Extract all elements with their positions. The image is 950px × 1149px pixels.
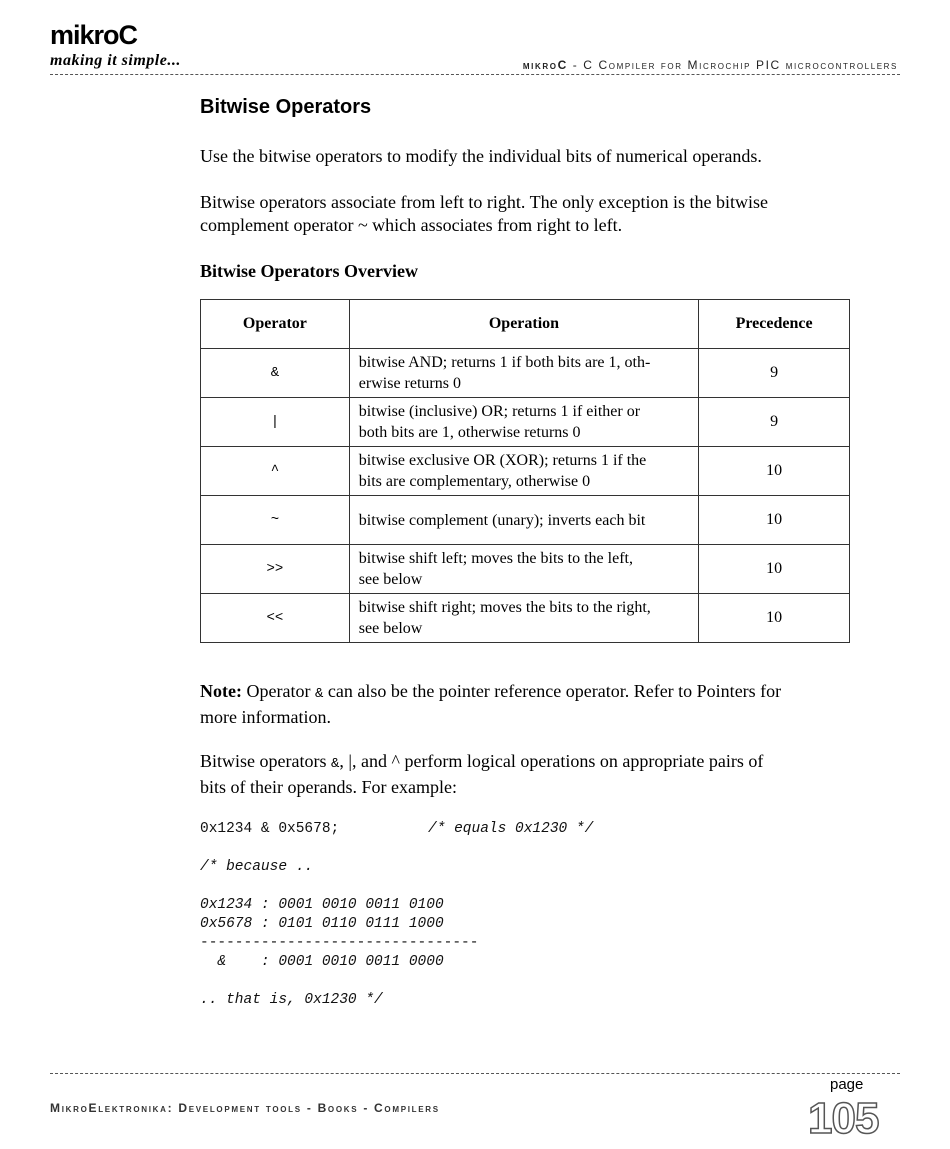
operation-line: bitwise shift right; moves the bits to the right,	[358, 599, 651, 616]
precedence-cell: 10	[699, 545, 850, 594]
note-operator: &	[314, 686, 324, 702]
table-header-row	[201, 300, 850, 349]
operation-line: see below	[358, 620, 423, 637]
brand-tagline: making it simple...	[50, 52, 181, 69]
table-row	[201, 594, 850, 643]
footer-divider	[50, 1073, 900, 1074]
associativity-line-2: complement operator ~ which associates from right to left.	[200, 215, 623, 235]
note-line-2: more information.	[200, 707, 331, 727]
table-row	[201, 349, 850, 398]
operation-line: both bits are 1, otherwise returns 0	[358, 424, 581, 441]
operation-line: bitwise complement (unary); inverts each bit	[358, 511, 646, 529]
footer-text: MikroElektronika: Development tools - Books - Compilers	[50, 1101, 440, 1115]
logic-line-1	[200, 750, 850, 776]
brand-logo: mikroC	[50, 20, 138, 50]
logic-pre: Bitwise operators	[200, 751, 331, 771]
operators-table	[200, 299, 850, 643]
operation-line: bitwise AND; returns 1 if both bits are 1, oth-	[358, 354, 651, 371]
precedence-cell: 9	[699, 398, 850, 447]
table-row	[201, 398, 850, 447]
operator-cell: |	[201, 398, 350, 447]
operation-line: erwise returns 0	[358, 375, 461, 392]
header-title-brand: mikroC	[522, 58, 568, 72]
logic-paragraph	[200, 750, 850, 799]
page-label: page	[830, 1076, 864, 1093]
note-pre: Operator	[241, 681, 315, 701]
operator-cell: <<	[201, 594, 350, 643]
header-precedence: Precedence	[699, 300, 850, 349]
operation-cell	[349, 594, 698, 643]
table-row	[201, 545, 850, 594]
code-line-5: --------------------------------	[200, 935, 479, 951]
header-operation: Operation	[349, 300, 698, 349]
code-line-3: 0x1234 : 0001 0010 0011 0100	[200, 897, 444, 913]
operation-cell	[349, 447, 698, 496]
table-row	[201, 496, 850, 545]
precedence-cell: 10	[699, 594, 850, 643]
table-caption: Bitwise Operators Overview	[200, 261, 418, 281]
page-number: 105	[808, 1094, 879, 1143]
logic-sep-1: ,	[339, 751, 349, 771]
operator-cell: >>	[201, 545, 350, 594]
note-line-1	[200, 680, 850, 706]
operation-line: see below	[358, 571, 423, 588]
precedence-cell: 10	[699, 496, 850, 545]
operator-cell: ^	[201, 447, 350, 496]
code-line-1-comment: /* equals 0x1230 */	[428, 821, 594, 837]
code-line-4: 0x5678 : 0101 0110 0111 1000	[200, 916, 444, 932]
note-paragraph	[200, 680, 850, 729]
operation-line: bitwise shift left; moves the bits to the left,	[358, 550, 633, 567]
header-title	[523, 58, 898, 72]
section-title: Bitwise Operators	[200, 96, 372, 118]
logic-op-and: &	[330, 756, 340, 772]
operation-cell	[349, 398, 698, 447]
operation-line: bitwise exclusive OR (XOR); returns 1 if the	[358, 452, 647, 469]
code-line-6: & : 0001 0010 0011 0000	[200, 954, 444, 970]
operation-cell	[349, 349, 698, 398]
logic-sep-2: , and	[352, 751, 392, 771]
logic-line-2: bits of their operands. For example:	[200, 777, 457, 797]
operation-cell	[349, 496, 698, 545]
code-line-1-code: 0x1234 & 0x5678;	[200, 821, 340, 837]
code-line-7: .. that is, 0x1230 */	[200, 992, 383, 1008]
note-post: can also be the pointer reference operator. Refer to Pointers for	[323, 681, 782, 701]
header-operator: Operator	[201, 300, 350, 349]
precedence-cell: 9	[699, 349, 850, 398]
operation-line: bitwise (inclusive) OR; returns 1 if either or	[358, 403, 641, 420]
associativity-line-1: Bitwise operators associate from left to right. The only exception is the bitwise	[200, 192, 769, 212]
code-line-2: /* because ..	[200, 859, 314, 875]
operator-cell: &	[201, 349, 350, 398]
logic-post: perform logical operations on appropriate pairs of	[399, 751, 764, 771]
operator-cell: ~	[201, 496, 350, 545]
logic-op-or: |	[348, 751, 352, 771]
precedence-cell: 10	[699, 447, 850, 496]
operation-line: bits are complementary, otherwise 0	[358, 473, 591, 490]
intro-paragraph: Use the bitwise operators to modify the individual bits of numerical operands.	[200, 146, 762, 166]
logic-op-xor: ^	[391, 751, 400, 771]
associativity-paragraph	[200, 191, 850, 237]
header-divider	[50, 74, 900, 75]
note-label: Note:	[200, 681, 242, 701]
header-title-rest: - C Compiler for Microchip PIC microcontrollers	[567, 58, 898, 72]
operation-cell	[349, 545, 698, 594]
table-row	[201, 447, 850, 496]
